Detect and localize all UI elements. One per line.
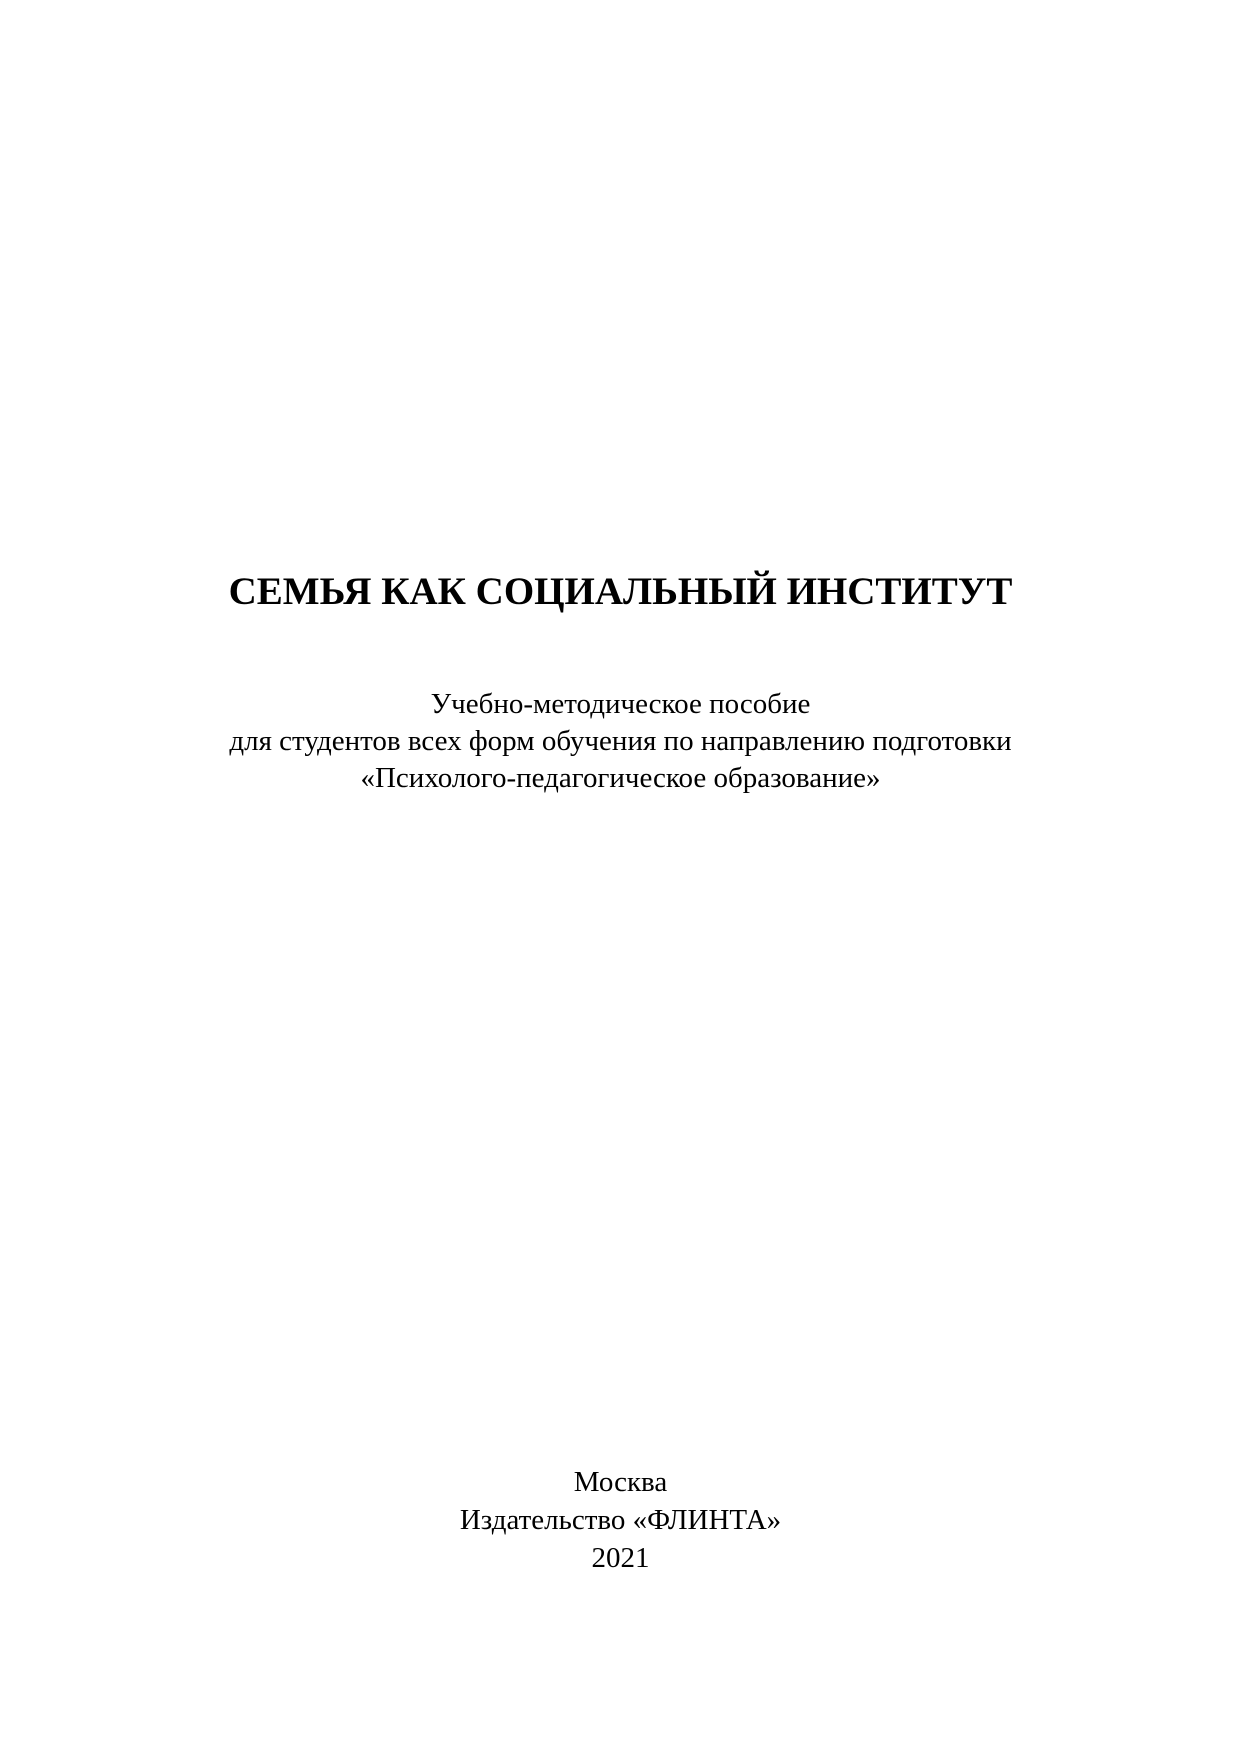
subtitle-line-3: «Психолого-педагогическое образование» bbox=[360, 762, 881, 794]
subtitle-line-2: для студентов всех форм обучения по направлению подготовки bbox=[229, 725, 1012, 757]
imprint-publisher: Издательство «ФЛИНТА» bbox=[459, 1504, 782, 1536]
imprint-year: 2021 bbox=[591, 1542, 650, 1574]
subtitle-line-1: Учебно-методическое пособие bbox=[430, 688, 811, 720]
imprint-city: Москва bbox=[573, 1466, 668, 1498]
imprint bbox=[0, 1463, 1241, 1577]
book-title: СЕМЬЯ КАК СОЦИАЛЬНЫЙ ИНСТИТУТ bbox=[228, 570, 1013, 613]
book-subtitle bbox=[0, 686, 1241, 797]
